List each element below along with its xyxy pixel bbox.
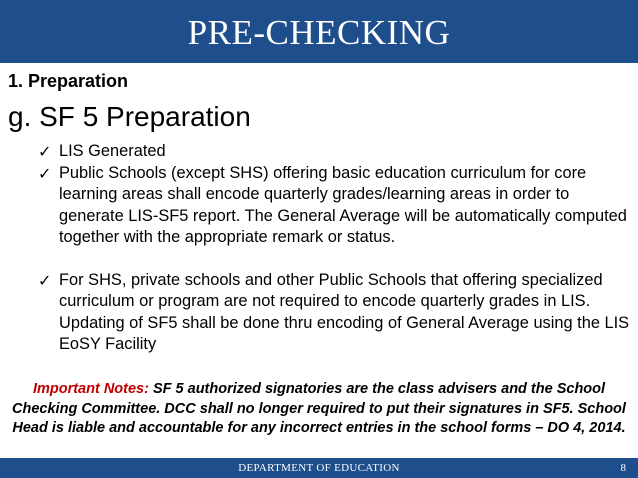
important-notes [4,380,634,439]
bullet-item [38,163,630,249]
bullet-text: For SHS, private schools and other Public Schools that offering specialized curriculum or program are not required to encode quarterly grades in LIS. Updating of SF5 shall be done thru encoding of General Average using the LIS EoSY Facility [59,270,630,353]
check-icon: ✓ [38,270,52,290]
slide-title: PRE-CHECKING [187,12,451,52]
footer-text: DEPARTMENT OF EDUCATION [238,462,400,474]
bullet-list [38,141,630,356]
bullet-item [38,141,630,163]
bullet-text: LIS Generated [59,142,166,160]
section-heading: 1. Preparation [8,71,129,91]
notes-label: Important Notes: [32,381,149,397]
bullet-text: Public Schools (except SHS) offering basic education curriculum for core learning areas shall encode quarterly grades/learning areas in order to generate LIS-SF5 report. The General Average will be automatically computed together with the appropriate remark or status. [59,163,627,246]
header-bar [0,0,638,63]
footer-bar [0,458,638,478]
page-number: 8 [620,462,626,474]
check-icon: ✓ [38,142,52,161]
notes-text: SF 5 authorized signatories are the class advisers and the School Checking Committee. DCC shall no longer required to put their signatures in SF5. School Head is liable and accountable for any incorrect entries in the school forms – DO 4, 2014. [12,381,626,436]
bullet-item [38,270,630,356]
sub-heading: g. SF 5 Preparation [8,101,251,132]
check-icon: ✓ [38,163,52,183]
